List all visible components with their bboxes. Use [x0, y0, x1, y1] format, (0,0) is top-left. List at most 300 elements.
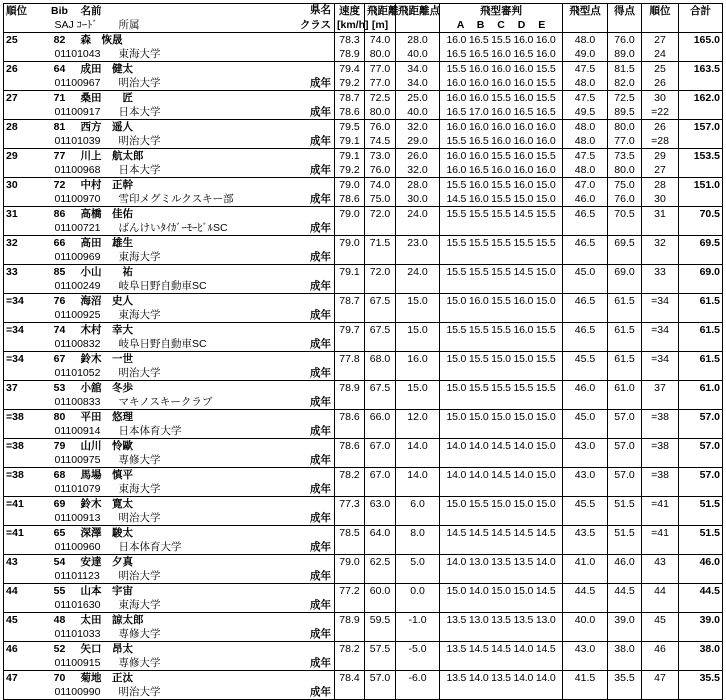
style-points-cell: 46.0 — [563, 192, 608, 207]
athlete-row — [4, 468, 723, 483]
athlete-subline — [41, 279, 335, 294]
rank-cell: =34 — [4, 294, 41, 309]
athlete-row-second-line — [4, 366, 723, 381]
distance-cell: 74.0 — [365, 178, 396, 193]
rank-cell-empty — [4, 221, 41, 236]
athlete-class: 成年 — [310, 221, 331, 234]
judges-cell: 15.0 14.0 15.0 15.0 14.5 — [440, 584, 563, 599]
total-cell: 69.5 — [679, 236, 723, 251]
total-cell: 163.5 — [679, 62, 723, 77]
rank-cell-empty — [4, 540, 41, 555]
distance-points-cell — [396, 337, 440, 352]
club-name: 東海大学 — [118, 308, 161, 321]
distance-points-cell — [396, 569, 440, 584]
club-name: 専修大学 — [118, 627, 161, 640]
total-cell: 35.5 — [679, 671, 723, 686]
place-cell: 47 — [642, 671, 679, 686]
judges-cell: 15.5 15.5 15.5 14.5 15.0 — [440, 265, 563, 280]
athlete-row-second-line — [4, 47, 723, 62]
athlete-row-second-line — [4, 424, 723, 439]
score-cell — [608, 337, 642, 352]
total-cell-empty — [679, 395, 723, 410]
distance-cell: 67.0 — [365, 439, 396, 454]
distance-points-cell: 24.0 — [396, 207, 440, 222]
score-cell — [608, 656, 642, 671]
judges-cell: 15.5 16.0 16.0 16.0 15.5 — [440, 62, 563, 77]
saj-code: 01100975 — [54, 453, 101, 466]
place-cell: 24 — [642, 47, 679, 62]
bib-cell: 82 — [41, 33, 79, 48]
athlete-class: 成年 — [310, 76, 331, 89]
style-points-cell: 46.5 — [563, 294, 608, 309]
athlete-subline — [41, 540, 335, 555]
judges-cell — [440, 540, 563, 555]
place-cell — [642, 598, 679, 613]
distance-cell: 77.0 — [365, 76, 396, 91]
athlete-name: 桑田 匠 — [79, 91, 335, 106]
athlete-subline — [41, 511, 335, 526]
bib-cell: 76 — [41, 294, 79, 309]
club-name: 明治大学 — [118, 511, 161, 524]
speed-cell: 79.0 — [335, 555, 365, 570]
place-cell — [642, 540, 679, 555]
athlete-row-second-line — [4, 511, 723, 526]
rank-cell: =34 — [4, 352, 41, 367]
distance-points-cell — [396, 540, 440, 555]
distance-cell: 74.0 — [365, 33, 396, 48]
distance-cell: 77.0 — [365, 62, 396, 77]
score-cell: 61.0 — [608, 381, 642, 396]
score-cell: 39.0 — [608, 613, 642, 628]
distance-cell: 67.5 — [365, 323, 396, 338]
distance-cell — [365, 366, 396, 381]
athlete-row-second-line — [4, 337, 723, 352]
rank-cell-empty — [4, 192, 41, 207]
score-cell: 57.0 — [608, 410, 642, 425]
bib-cell: 81 — [41, 120, 79, 135]
club-name: 明治大学 — [118, 569, 161, 582]
speed-cell: 78.7 — [335, 91, 365, 106]
rank-cell: 37 — [4, 381, 41, 396]
distance-cell — [365, 598, 396, 613]
speed-cell — [335, 569, 365, 584]
athlete-row — [4, 410, 723, 425]
bib-cell: 74 — [41, 323, 79, 338]
speed-cell: 79.1 — [335, 149, 365, 164]
athlete-subline — [41, 221, 335, 236]
club-name: マキノスキークラブ — [118, 395, 213, 408]
rank-cell: 26 — [4, 62, 41, 77]
distance-points-cell: 30.0 — [396, 192, 440, 207]
club-name: 岐阜日野自動車SC — [118, 337, 207, 350]
rank-cell-empty — [4, 395, 41, 410]
header-distance-points: 飛距離点 — [396, 4, 440, 19]
athlete-name: 海沼 史人 — [79, 294, 335, 309]
total-cell: 151.0 — [679, 178, 723, 193]
bib-cell: 80 — [41, 410, 79, 425]
athlete-row — [4, 584, 723, 599]
style-points-cell: 43.0 — [563, 439, 608, 454]
athlete-subline — [41, 685, 335, 700]
judges-cell: 15.5 15.5 15.5 15.5 15.5 — [440, 236, 563, 251]
score-cell: 77.0 — [608, 134, 642, 149]
score-cell — [608, 221, 642, 236]
place-cell — [642, 511, 679, 526]
speed-cell: 78.2 — [335, 642, 365, 657]
rank-cell-empty — [4, 47, 41, 62]
rank-cell-empty — [4, 105, 41, 120]
distance-points-cell: 16.0 — [396, 352, 440, 367]
style-points-cell: 48.0 — [563, 33, 608, 48]
score-cell: 46.0 — [608, 555, 642, 570]
saj-code: 01100990 — [54, 685, 101, 698]
place-cell: 44 — [642, 584, 679, 599]
place-cell — [642, 250, 679, 265]
saj-code: 01100721 — [54, 221, 101, 234]
athlete-name: 矢口 昂太 — [79, 642, 335, 657]
speed-cell: 79.2 — [335, 76, 365, 91]
place-cell — [642, 685, 679, 700]
rank-cell: 27 — [4, 91, 41, 106]
judges-cell — [440, 337, 563, 352]
rank-cell-empty — [4, 337, 41, 352]
distance-cell: 74.5 — [365, 134, 396, 149]
total-cell: 61.5 — [679, 294, 723, 309]
total-cell-empty — [679, 453, 723, 468]
place-cell: 27 — [642, 33, 679, 48]
athlete-class: 成年 — [310, 395, 331, 408]
score-cell: 44.5 — [608, 584, 642, 599]
club-name: 明治大学 — [118, 76, 161, 89]
distance-cell: 60.0 — [365, 584, 396, 599]
athlete-row-second-line — [4, 163, 723, 178]
score-cell — [608, 482, 642, 497]
distance-points-cell — [396, 656, 440, 671]
place-cell: =38 — [642, 410, 679, 425]
score-cell — [608, 540, 642, 555]
speed-cell: 79.0 — [335, 207, 365, 222]
athlete-name: 中村 正幹 — [79, 178, 335, 193]
distance-points-cell — [396, 279, 440, 294]
bib-cell: 69 — [41, 497, 79, 512]
rank-cell-empty — [4, 598, 41, 613]
total-cell: 69.0 — [679, 265, 723, 280]
athlete-class: 成年 — [310, 337, 331, 350]
speed-cell — [335, 482, 365, 497]
speed-cell: 78.3 — [335, 33, 365, 48]
judges-cell: 15.5 16.0 15.5 16.0 15.0 — [440, 178, 563, 193]
athlete-subline — [41, 424, 335, 439]
place-cell: =41 — [642, 526, 679, 541]
distance-cell: 59.5 — [365, 613, 396, 628]
distance-points-cell: 24.0 — [396, 265, 440, 280]
athlete-subline — [41, 337, 335, 352]
club-name: 東海大学 — [118, 250, 161, 263]
style-points-cell: 47.5 — [563, 91, 608, 106]
place-cell: 37 — [642, 381, 679, 396]
club-name: 東海大学 — [118, 598, 161, 611]
total-cell: 61.5 — [679, 323, 723, 338]
athlete-row — [4, 265, 723, 280]
header-distance: 飛距離 — [365, 4, 396, 19]
header-score: 得点 — [608, 4, 642, 19]
total-cell-empty — [679, 656, 723, 671]
speed-cell: 79.1 — [335, 134, 365, 149]
athlete-name: 森 恢晟 — [79, 33, 335, 48]
total-cell-empty — [679, 540, 723, 555]
distance-cell — [365, 656, 396, 671]
bib-cell: 52 — [41, 642, 79, 657]
speed-cell: 78.9 — [335, 381, 365, 396]
speed-cell — [335, 250, 365, 265]
rank-cell: =38 — [4, 439, 41, 454]
athlete-subline — [41, 250, 335, 265]
distance-points-cell: 40.0 — [396, 105, 440, 120]
score-cell — [608, 395, 642, 410]
bib-cell: 85 — [41, 265, 79, 280]
distance-points-cell: 34.0 — [396, 62, 440, 77]
total-cell: 39.0 — [679, 613, 723, 628]
results-table — [3, 3, 723, 700]
rank-cell-empty — [4, 308, 41, 323]
place-cell: 30 — [642, 91, 679, 106]
score-cell — [608, 598, 642, 613]
distance-cell — [365, 627, 396, 642]
rank-cell: 43 — [4, 555, 41, 570]
judges-cell — [440, 511, 563, 526]
speed-cell: 78.6 — [335, 439, 365, 454]
distance-cell: 75.0 — [365, 192, 396, 207]
judges-cell: 14.5 16.0 15.5 15.0 15.0 — [440, 192, 563, 207]
bib-cell: 64 — [41, 62, 79, 77]
judges-cell: 16.5 17.0 16.0 16.5 16.5 — [440, 105, 563, 120]
bib-cell: 72 — [41, 178, 79, 193]
speed-cell: 79.7 — [335, 323, 365, 338]
total-cell-empty — [679, 47, 723, 62]
athlete-row-second-line — [4, 627, 723, 642]
distance-points-cell — [396, 482, 440, 497]
distance-points-cell — [396, 511, 440, 526]
speed-cell — [335, 540, 365, 555]
speed-cell — [335, 598, 365, 613]
distance-points-cell: 5.0 — [396, 555, 440, 570]
total-cell: 57.0 — [679, 439, 723, 454]
score-cell: 89.0 — [608, 47, 642, 62]
score-cell: 70.5 — [608, 207, 642, 222]
header-distance-unit: [m] — [365, 18, 396, 33]
style-points-cell: 41.0 — [563, 555, 608, 570]
bib-cell: 65 — [41, 526, 79, 541]
style-points-cell — [563, 279, 608, 294]
judges-cell — [440, 250, 563, 265]
place-cell: =22 — [642, 105, 679, 120]
style-points-cell: 45.0 — [563, 410, 608, 425]
athlete-row — [4, 149, 723, 164]
athlete-name: 木村 幸大 — [79, 323, 335, 338]
distance-cell — [365, 250, 396, 265]
distance-cell: 67.5 — [365, 294, 396, 309]
athlete-class: 成年 — [310, 250, 331, 263]
distance-cell: 66.0 — [365, 410, 396, 425]
athlete-name: 小山 祐 — [79, 265, 335, 280]
bib-cell: 86 — [41, 207, 79, 222]
speed-cell: 78.2 — [335, 468, 365, 483]
place-cell — [642, 366, 679, 381]
style-points-cell — [563, 453, 608, 468]
saj-code: 01100917 — [54, 105, 101, 118]
judges-cell: 16.0 16.0 15.5 16.0 15.5 — [440, 91, 563, 106]
total-cell-empty — [679, 221, 723, 236]
athlete-class: 成年 — [310, 511, 331, 524]
total-cell-empty — [679, 250, 723, 265]
athlete-class: 成年 — [310, 453, 331, 466]
athlete-subline — [41, 105, 335, 120]
style-points-cell — [563, 424, 608, 439]
score-cell: 57.0 — [608, 439, 642, 454]
judges-cell: 15.5 16.5 16.0 16.0 16.0 — [440, 134, 563, 149]
total-cell-empty — [679, 337, 723, 352]
club-name: 東海大学 — [118, 47, 161, 60]
distance-cell: 76.0 — [365, 120, 396, 135]
style-points-cell: 43.5 — [563, 526, 608, 541]
score-cell: 61.5 — [608, 294, 642, 309]
athlete-subline — [41, 482, 335, 497]
distance-cell: 62.5 — [365, 555, 396, 570]
rank-cell: 44 — [4, 584, 41, 599]
distance-cell: 72.0 — [365, 265, 396, 280]
athlete-subline — [41, 76, 335, 91]
distance-points-cell: 14.0 — [396, 439, 440, 454]
athlete-class: 成年 — [310, 627, 331, 640]
place-cell: 46 — [642, 642, 679, 657]
place-cell: 28 — [642, 178, 679, 193]
place-cell — [642, 308, 679, 323]
speed-cell: 79.5 — [335, 120, 365, 135]
speed-cell — [335, 656, 365, 671]
style-points-cell: 45.5 — [563, 497, 608, 512]
distance-cell — [365, 337, 396, 352]
total-cell: 153.5 — [679, 149, 723, 164]
athlete-row — [4, 207, 723, 222]
speed-cell — [335, 308, 365, 323]
club-name: 日本体育大学 — [118, 424, 182, 437]
score-cell — [608, 279, 642, 294]
athlete-name: 山本 宇宙 — [79, 584, 335, 599]
athlete-class: 成年 — [310, 279, 331, 292]
athlete-row-second-line — [4, 105, 723, 120]
place-cell: 27 — [642, 163, 679, 178]
place-cell: 26 — [642, 120, 679, 135]
saj-code: 01100925 — [54, 308, 101, 321]
athlete-row — [4, 178, 723, 193]
athlete-row-second-line — [4, 395, 723, 410]
athlete-name: 安達 夕真 — [79, 555, 335, 570]
place-cell — [642, 482, 679, 497]
distance-points-cell — [396, 250, 440, 265]
rank-cell-empty — [4, 76, 41, 91]
style-points-cell: 46.5 — [563, 323, 608, 338]
distance-cell: 57.0 — [365, 671, 396, 686]
speed-cell: 77.2 — [335, 584, 365, 599]
distance-points-cell: 34.0 — [396, 76, 440, 91]
total-cell: 157.0 — [679, 120, 723, 135]
club-name: 専修大学 — [118, 453, 161, 466]
distance-cell: 72.0 — [365, 207, 396, 222]
club-name: 東海大学 — [118, 482, 161, 495]
distance-cell: 67.0 — [365, 468, 396, 483]
saj-code: 01100967 — [54, 76, 101, 89]
rank-cell: 28 — [4, 120, 41, 135]
place-cell: 45 — [642, 613, 679, 628]
distance-points-cell — [396, 598, 440, 613]
total-cell-empty — [679, 105, 723, 120]
style-points-cell — [563, 627, 608, 642]
style-points-cell: 40.0 — [563, 613, 608, 628]
total-cell-empty — [679, 192, 723, 207]
total-cell-empty — [679, 482, 723, 497]
place-cell — [642, 279, 679, 294]
distance-points-cell: 12.0 — [396, 410, 440, 425]
style-points-cell: 45.5 — [563, 352, 608, 367]
score-cell — [608, 627, 642, 642]
bib-cell: 71 — [41, 91, 79, 106]
header-rank: 順位 — [4, 4, 41, 19]
saj-code: 01100969 — [54, 250, 101, 263]
style-points-cell — [563, 221, 608, 236]
judges-cell: 15.0 15.5 15.0 15.0 15.0 — [440, 497, 563, 512]
place-cell: 26 — [642, 76, 679, 91]
bib-cell: 48 — [41, 613, 79, 628]
place-cell — [642, 656, 679, 671]
header-club: 所属 — [118, 18, 140, 31]
style-points-cell: 49.0 — [563, 47, 608, 62]
judges-cell: 16.0 16.0 15.5 16.0 15.5 — [440, 149, 563, 164]
distance-points-cell: -6.0 — [396, 671, 440, 686]
athlete-subline — [41, 366, 335, 381]
score-cell — [608, 685, 642, 700]
judges-cell: 15.0 15.5 15.0 15.0 15.5 — [440, 352, 563, 367]
distance-points-cell — [396, 395, 440, 410]
speed-cell: 79.0 — [335, 236, 365, 251]
athlete-row-second-line — [4, 134, 723, 149]
judges-cell — [440, 308, 563, 323]
athlete-row — [4, 555, 723, 570]
total-cell-empty — [679, 279, 723, 294]
header-style-points: 飛型点 — [563, 4, 608, 19]
saj-code: 01100832 — [54, 337, 101, 350]
distance-cell — [365, 685, 396, 700]
club-name: 日本大学 — [118, 105, 161, 118]
athlete-row — [4, 62, 723, 77]
rank-cell-empty — [4, 134, 41, 149]
total-cell: 57.0 — [679, 410, 723, 425]
style-points-cell — [563, 598, 608, 613]
score-cell: 51.5 — [608, 526, 642, 541]
header-style-judges: 飛型審判 — [440, 4, 563, 19]
judges-cell — [440, 424, 563, 439]
style-points-cell — [563, 482, 608, 497]
distance-cell — [365, 569, 396, 584]
speed-cell: 78.6 — [335, 105, 365, 120]
athlete-class: 成年 — [310, 598, 331, 611]
place-cell: =41 — [642, 497, 679, 512]
athlete-name: 高田 雄生 — [79, 236, 335, 251]
saj-code: 01101079 — [54, 482, 101, 495]
rank-cell: 46 — [4, 642, 41, 657]
judges-cell: 15.0 15.0 15.0 15.0 15.0 — [440, 410, 563, 425]
style-points-cell — [563, 308, 608, 323]
total-cell: 70.5 — [679, 207, 723, 222]
